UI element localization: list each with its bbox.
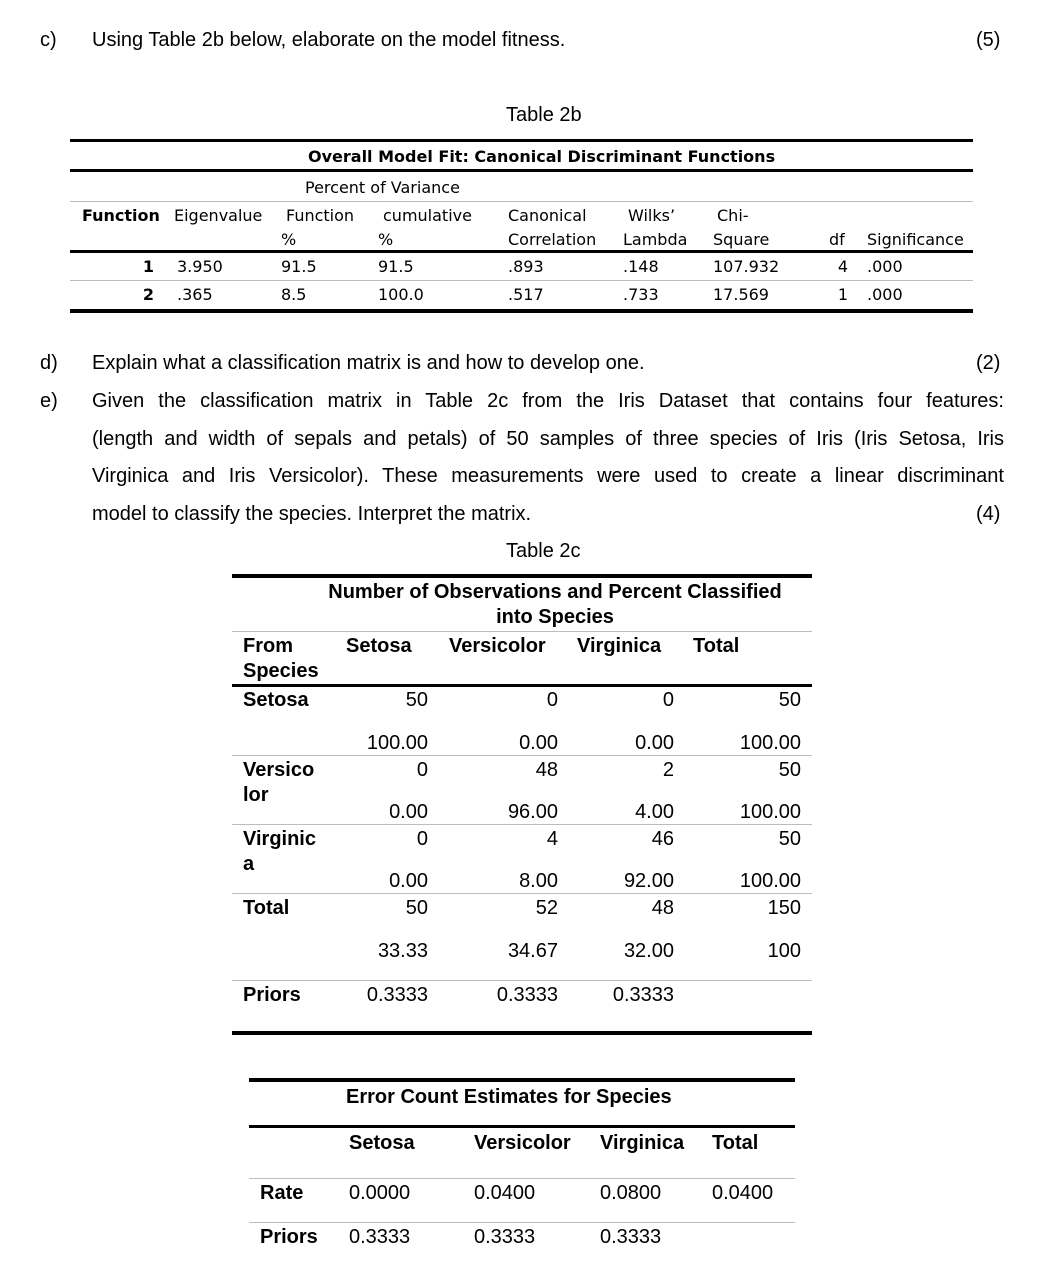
table-2b-caption: Table 2b bbox=[506, 104, 582, 126]
table-2b-title-rule bbox=[70, 169, 973, 172]
question-d-marks: (2) bbox=[976, 352, 1001, 374]
table-2b-top-rule bbox=[70, 139, 973, 142]
header-square: Square bbox=[713, 230, 770, 249]
question-d-label: d) bbox=[40, 352, 58, 374]
header-wilks: Wilks’ bbox=[628, 206, 676, 225]
header-df: df bbox=[829, 230, 845, 249]
question-c-marks: (5) bbox=[976, 29, 1001, 51]
header-significance: Significance bbox=[867, 230, 964, 249]
header-setosa: Setosa bbox=[346, 635, 412, 657]
header-cumulative: cumulative bbox=[383, 206, 472, 225]
header-cumulative-unit: % bbox=[378, 230, 394, 249]
header-lambda: Lambda bbox=[623, 230, 688, 249]
question-e-marks: (4) bbox=[976, 503, 1001, 525]
table-2c-title-2: into Species bbox=[496, 606, 614, 628]
question-e-line-4: model to classify the species. Interpret the matrix. bbox=[92, 503, 532, 525]
error-header-versicolor: Versicolor bbox=[474, 1132, 571, 1154]
table-2c-caption: Table 2c bbox=[506, 540, 581, 562]
question-e-line-2: (length and width of sepals and petals) of 50 samples of three species of Iris (Iris Setosa, Iris bbox=[92, 428, 1004, 450]
question-c-label: c) bbox=[40, 29, 57, 51]
header-correlation: Correlation bbox=[508, 230, 597, 249]
header-versicolor: Versicolor bbox=[449, 635, 546, 657]
question-e-line-3: Virginica and Iris Versicolor). These measurements were used to create a linear discriminant bbox=[92, 465, 1004, 487]
header-species: Species bbox=[243, 660, 319, 682]
question-e-line-1: Given the classification matrix in Table 2c from the Iris Dataset that contains four features: bbox=[92, 390, 1004, 412]
error-header-virginica: Virginica bbox=[600, 1132, 685, 1154]
table-2b-group-header: Percent of Variance bbox=[305, 178, 460, 197]
header-pct-function-unit: % bbox=[281, 230, 297, 249]
question-d-text: Explain what a classification matrix is and how to develop one. bbox=[92, 352, 645, 374]
header-chi: Chi- bbox=[717, 206, 749, 225]
header-virginica: Virginica bbox=[577, 635, 662, 657]
question-e-label: e) bbox=[40, 390, 58, 412]
error-table-title: Error Count Estimates for Species bbox=[346, 1086, 672, 1108]
error-header-setosa: Setosa bbox=[349, 1132, 415, 1154]
header-canonical: Canonical bbox=[508, 206, 587, 225]
header-function: Function bbox=[82, 206, 160, 225]
header-from: From bbox=[243, 635, 293, 657]
table-2b-bottom-rule bbox=[70, 309, 973, 313]
table-2c-title-1: Number of Observations and Percent Classified bbox=[328, 581, 782, 603]
header-pct-function: Function bbox=[286, 206, 355, 225]
table-2b-title: Overall Model Fit: Canonical Discriminant Functions bbox=[308, 147, 776, 166]
header-eigenvalue: Eigenvalue bbox=[174, 206, 263, 225]
error-header-total: Total bbox=[712, 1132, 759, 1154]
header-total: Total bbox=[693, 635, 740, 657]
question-c-text: Using Table 2b below, elaborate on the model fitness. bbox=[92, 29, 566, 51]
